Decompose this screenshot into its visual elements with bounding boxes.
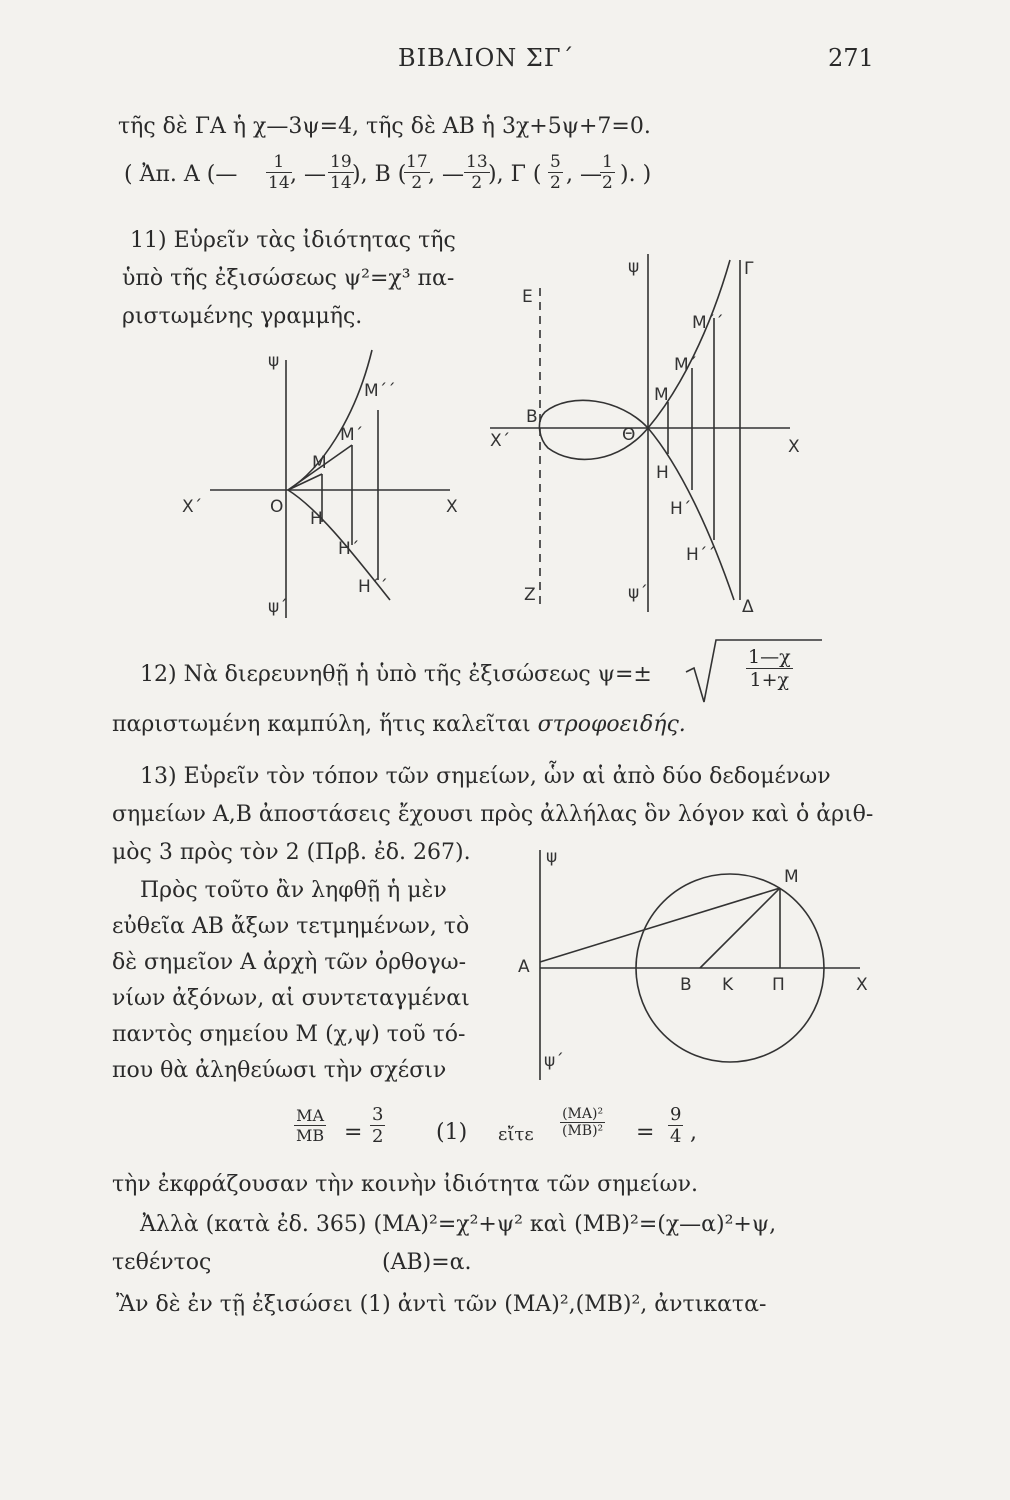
fig1-label-m2: Μ΄΄ <box>364 381 396 401</box>
fig3-label-a: Α <box>518 957 530 977</box>
fig3-segment-bm <box>700 888 780 968</box>
running-title: ΒΙΒΛΙΟΝ ΣΓ΄ <box>398 44 575 72</box>
fig3-label-psi: ψ <box>546 847 558 867</box>
answer-sep3: , — <box>566 162 602 187</box>
para-line3: δὲ σημεῖον Α ἀρχὴ τῶν ὀρθογω- <box>112 950 467 975</box>
fig2-label-h: Η <box>656 463 669 483</box>
problem13-line1: 13) Εὑρεῖν τὸν τόπον τῶν σημείων, ὧν αἱ ἀπὸ δύο δεδομένων <box>140 764 831 789</box>
fig2-label-m2: Μ΄΄ <box>692 313 724 333</box>
fig1-label-psi-prime: ψ΄ <box>268 597 288 617</box>
fig2-label-m1: Μ΄ <box>674 355 698 375</box>
fig2-label-e: Ε <box>522 287 533 307</box>
answer-sep1: , — <box>290 162 326 187</box>
answer-mid1: ), Β ( <box>352 162 407 187</box>
eq-frac-ma-mb: $\frac{MA}{MB}$ <box>296 1106 325 1145</box>
eq-equals1: = <box>344 1120 363 1145</box>
problem13-line2: σημείων Α,Β ἀποστάσεις ἔχουσι πρὸς ἀλλήλας ὃν λόγον καὶ ὁ ἀριθ- <box>112 802 874 827</box>
fig1-label-x-prime: Χ΄ <box>182 497 203 517</box>
fig3-segment-am <box>540 888 780 962</box>
line-equations-ga-ab: τῆς δὲ ΓΑ ἡ χ—3ψ=4, τῆς δὲ ΑΒ ἡ 3χ+5ψ+7=0. <box>118 114 651 139</box>
fraction-c2: $\frac{1}{2}$ <box>602 152 613 193</box>
problem13-line3: μὸς 3 πρὸς τὸν 2 (Πρβ. ἐδ. 267). <box>112 840 471 865</box>
problem11-line3: ριστωμένης γραμμῆς. <box>122 304 363 329</box>
problem12-line2-text: παριστωμένη καμπύλη, ἥτις καλεῖται <box>112 712 538 737</box>
closing-line4: Ἂν δὲ ἐν τῇ ἐξισώσει (1) ἀντὶ τῶν (ΜΑ)²,(ΜΒ)², ἀντικατα- <box>116 1292 767 1317</box>
problem12-line2 <box>112 712 686 737</box>
fig1-label-h2: Η΄΄ <box>358 577 388 597</box>
eq-label-1: (1) <box>436 1120 468 1145</box>
fig2-label-x: Χ <box>788 437 800 457</box>
problem11-line1: 11) Εὑρεῖν τὰς ἰδιότητας τῆς <box>130 228 456 253</box>
eq-frac-9-4: $\frac{9}{4}$ <box>670 1104 682 1147</box>
closing-line3a: τεθέντος <box>112 1250 212 1275</box>
fig2-lower-branch <box>648 428 734 600</box>
para-line1: Πρὸς τοῦτο ἂν ληφθῇ ἡ μὲν <box>140 878 447 903</box>
fig3-label-k: Κ <box>722 975 734 995</box>
answer-mid2: ), Γ ( <box>488 162 542 187</box>
fig3-label-x: Χ <box>856 975 868 995</box>
closing-line1: τὴν ἐκφράζουσαν τὴν κοινὴν ἰδιότητα τῶν σημείων. <box>112 1172 698 1197</box>
page-number: 271 <box>828 44 874 72</box>
fig2-label-delta: Δ <box>742 597 754 617</box>
fig1-label-h: Η <box>310 509 323 529</box>
fraction-a1: $\frac{1}{14}$ <box>268 152 290 193</box>
eq-frac-ma2-mb2: $\frac{\text{(ΜΑ)²}}{\text{(ΜΒ)²}}$ <box>562 1106 604 1139</box>
fig1-upper-branch <box>288 350 372 490</box>
fig3-label-m: Μ <box>784 867 799 887</box>
eq-equals2: = <box>636 1120 655 1145</box>
para-line4: νίων ἀξόνων, αἱ συντεταγμέναι <box>112 986 470 1011</box>
answer-prefix: ( Ἀπ. Α (— <box>124 162 238 187</box>
fig3-label-pi: Π <box>772 975 785 995</box>
fig1-label-x: Χ <box>446 497 458 517</box>
para-line5: παντὸς σημείου Μ (χ,ψ) τοῦ τό- <box>112 1022 466 1047</box>
fraction-a2: $\frac{19}{14}$ <box>330 152 352 193</box>
fig1-label-psi: ψ <box>268 351 280 371</box>
fig3-label-psi-prime: ψ΄ <box>544 1051 564 1071</box>
fraction-b2: $\frac{13}{2}$ <box>466 152 488 193</box>
eq-frac-3-2: $\frac{3}{2}$ <box>372 1104 384 1147</box>
para-line6: που θὰ ἀληθεύωσι τὴν σχέσιν <box>112 1058 447 1083</box>
eq-eite: εἴτε <box>498 1124 534 1145</box>
fig2-label-x-prime: Χ΄ <box>490 431 511 451</box>
fig2-loop <box>539 400 648 459</box>
fig1-label-m: Μ <box>312 453 327 473</box>
fig2-label-psi: ψ <box>628 257 640 277</box>
closing-line3b: (ΑΒ)=α. <box>382 1250 472 1275</box>
answer-suffix: ). ) <box>620 162 652 187</box>
fraction-c1: $\frac{5}{2}$ <box>550 152 561 193</box>
fig1-label-m1: Μ΄ <box>340 425 364 445</box>
fig1-lower-branch <box>288 490 390 600</box>
fig1-label-o: Ο <box>270 497 284 517</box>
fig2-label-theta: Θ <box>622 425 636 445</box>
eq-comma: , <box>690 1120 697 1145</box>
problem12-text: 12) Νὰ διερευνηθῇ ἡ ὑπὸ τῆς ἐξισώσεως ψ=± <box>140 662 652 687</box>
fig2-label-h1: Η΄ <box>670 499 692 519</box>
fig3-circle <box>636 874 824 1062</box>
fig2-label-gamma: Γ <box>744 259 754 279</box>
closing-line2: Ἀλλὰ (κατὰ ἐδ. 365) (ΜΑ)²=χ²+ψ² καὶ (ΜΒ)²=(χ—α)²+ψ, <box>140 1212 777 1237</box>
strophoid-term: στροφοειδής. <box>537 712 686 737</box>
problem11-line2: ὑπὸ τῆς ἐξισώσεως ψ²=χ³ πα- <box>122 266 455 291</box>
fig2-label-b: Β <box>526 407 538 427</box>
fig1-label-h1: Η΄ <box>338 539 360 559</box>
fig2-label-psi-prime: ψ΄ <box>628 583 648 603</box>
fig2-label-h2: Η΄΄ <box>686 545 716 565</box>
fig2-label-z: Ζ <box>524 585 536 605</box>
fraction-b1: $\frac{17}{2}$ <box>406 152 428 193</box>
para-line2: εὐθεῖα ΑΒ ἄξων τετμημένων, τὸ <box>112 914 470 939</box>
fig3-label-b: Β <box>680 975 692 995</box>
fig2-label-m: Μ <box>654 385 669 405</box>
fig2-upper-branch <box>648 260 730 428</box>
answer-sep2: , — <box>428 162 464 187</box>
sqrt-fraction: $\frac{1—\chi}{1+\chi}$ <box>748 646 791 691</box>
